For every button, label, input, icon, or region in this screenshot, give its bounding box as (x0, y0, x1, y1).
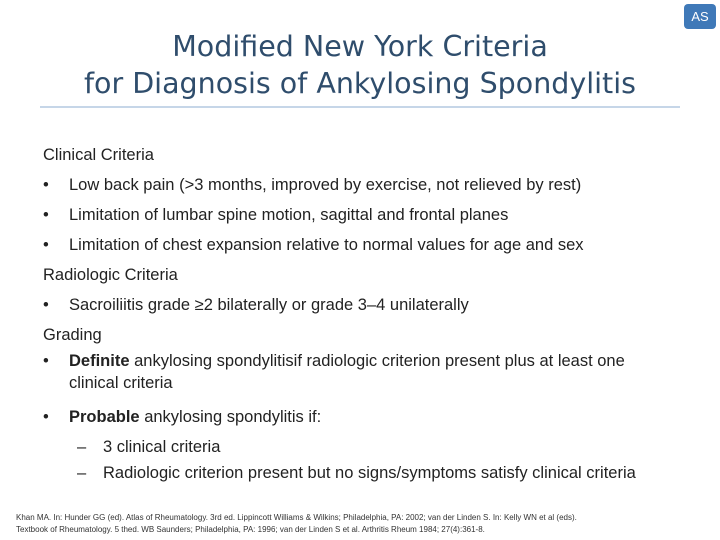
grading-definite-text (69, 350, 673, 394)
clinical-criterion-3 (43, 230, 673, 260)
title-line-1: Modified New York Criteria (172, 30, 548, 63)
dash-icon: – (77, 438, 87, 456)
clinical-criterion-text: Limitation of lumbar spine motion, sagittal and frontal planes (69, 206, 509, 224)
bullet-icon: • (43, 206, 49, 224)
bullet-icon: • (43, 408, 49, 426)
grading-definite (43, 350, 673, 394)
probable-description: ankylosing spondylitis if: (139, 408, 322, 426)
bullet-icon: • (43, 236, 49, 254)
probable-label: Probable (69, 408, 140, 426)
bullet-icon: • (43, 176, 49, 194)
grading-heading: Grading (43, 326, 102, 344)
clinical-criterion-2 (43, 200, 673, 230)
reference-line-1: Khan MA. In: Hunder GG (ed). Atlas of Rheumatology. 3rd ed. Lippincott Williams & Wilkins; Philadelphia, PA: 2002; van der Linden S. In: Kelly WN et al (eds). (16, 513, 577, 522)
radiologic-criteria-heading: Radiologic Criteria (43, 266, 178, 284)
clinical-criterion-text: Limitation of chest expansion relative to normal values for age and sex (69, 236, 584, 254)
slide-body (43, 140, 673, 484)
reference-line-2: Textbook of Rheumatology. 5 thed. WB Saunders; Philadelphia, PA: 1996; van der Linden S et al. Arthritis Rheum 1984; 27(4):361-8. (16, 525, 485, 534)
probable-sub-text: 3 clinical criteria (103, 438, 221, 456)
as-badge: AS (684, 4, 716, 29)
clinical-criterion-1 (43, 170, 673, 200)
bullet-icon: • (43, 352, 49, 370)
dash-icon: – (77, 464, 87, 482)
probable-sub-1 (43, 432, 673, 462)
grading-probable (43, 402, 673, 432)
slide-title (40, 28, 680, 102)
clinical-criteria-heading: Clinical Criteria (43, 146, 154, 164)
bullet-icon: • (43, 296, 49, 314)
probable-sub-2 (43, 462, 673, 484)
definite-description: ankylosing spondylitisif radiologic criterion present plus at least one clinical criteria (69, 352, 625, 392)
definite-label: Definite (69, 352, 130, 370)
references (16, 512, 716, 536)
radiologic-criterion-text: Sacroiliitis grade ≥2 bilaterally or grade 3–4 unilaterally (69, 296, 469, 314)
radiologic-criterion-1 (43, 290, 673, 320)
title-line-2: for Diagnosis of Ankylosing Spondylitis (83, 67, 637, 100)
probable-sub-text: Radiologic criterion present but no signs/symptoms satisfy clinical criteria (103, 464, 636, 482)
clinical-criterion-text: Low back pain (>3 months, improved by exercise, not relieved by rest) (69, 176, 582, 194)
title-divider (40, 106, 680, 108)
